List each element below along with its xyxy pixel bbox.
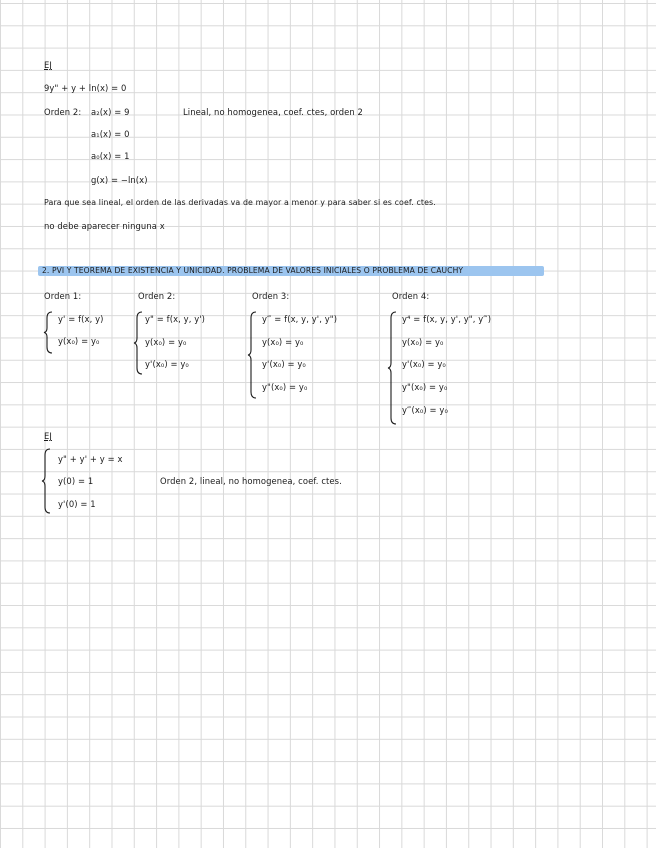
note-line-2: no debe aparecer ninguna x (44, 221, 165, 231)
coef-a2: a₂(x) = 9 (91, 107, 130, 117)
orden-4-line-3: y'(x₀) = y₀ (402, 359, 446, 369)
orden-2-line-3: y'(x₀) = y₀ (145, 359, 189, 369)
coef-a1: a₁(x) = 0 (91, 129, 130, 139)
brace-orden-2 (132, 310, 144, 376)
section-highlight (38, 266, 544, 276)
orden-3-line-1: y‴ = f(x, y, y', y") (262, 314, 338, 324)
orden-4-line-2: y(x₀) = y₀ (402, 337, 444, 347)
ej-heading-2: EJ (44, 431, 52, 441)
example-2-line-2: y(0) = 1 (58, 476, 94, 486)
example-2-line-1: y" + y' + y = x (58, 454, 123, 464)
brace-orden-4 (386, 310, 398, 426)
ej-heading-1: EJ (44, 60, 52, 70)
example-2-line-3: y'(0) = 1 (58, 499, 96, 509)
orden-4-line-5: y‴(x₀) = y₀ (402, 405, 448, 415)
orden-label: Orden 2: (44, 107, 82, 117)
brace-orden-1 (42, 310, 54, 355)
brace-example-2 (40, 447, 52, 515)
example-equation: 9y" + y + ln(x) = 0 (44, 83, 127, 93)
orden-3-line-2: y(x₀) = y₀ (262, 337, 304, 347)
orden-4-label: Orden 4: (392, 291, 430, 301)
orden-1-line-1: y' = f(x, y) (58, 314, 104, 324)
orden-1-label: Orden 1: (44, 291, 82, 301)
classification-text: Lineal, no homogenea, coef. ctes, orden 2 (183, 107, 363, 117)
note-line-1: Para que sea lineal, el orden de las derivadas va de mayor a menor y para saber si es coef. ctes. (44, 198, 436, 207)
orden-1-line-2: y(x₀) = y₀ (58, 336, 100, 346)
function-g: g(x) = −ln(x) (91, 175, 148, 185)
orden-2-line-2: y(x₀) = y₀ (145, 337, 187, 347)
orden-2-label: Orden 2: (138, 291, 176, 301)
orden-4-line-4: y"(x₀) = y₀ (402, 382, 448, 392)
example-2-classification: Orden 2, lineal, no homogenea, coef. ctes. (160, 476, 342, 486)
orden-3-label: Orden 3: (252, 291, 290, 301)
orden-3-line-4: y"(x₀) = y₀ (262, 382, 308, 392)
orden-4-line-1: y⁴ = f(x, y, y', y", y‴) (402, 314, 492, 324)
orden-2-line-1: y" = f(x, y, y') (145, 314, 206, 324)
brace-orden-3 (246, 310, 258, 400)
orden-3-line-3: y'(x₀) = y₀ (262, 359, 306, 369)
coef-a0: a₀(x) = 1 (91, 151, 130, 161)
section-title: 2. PVI Y TEOREMA DE EXISTENCIA Y UNICIDAD. PROBLEMA DE VALORES INICIALES O PROBLEMA DE CAUCHY (42, 266, 464, 275)
